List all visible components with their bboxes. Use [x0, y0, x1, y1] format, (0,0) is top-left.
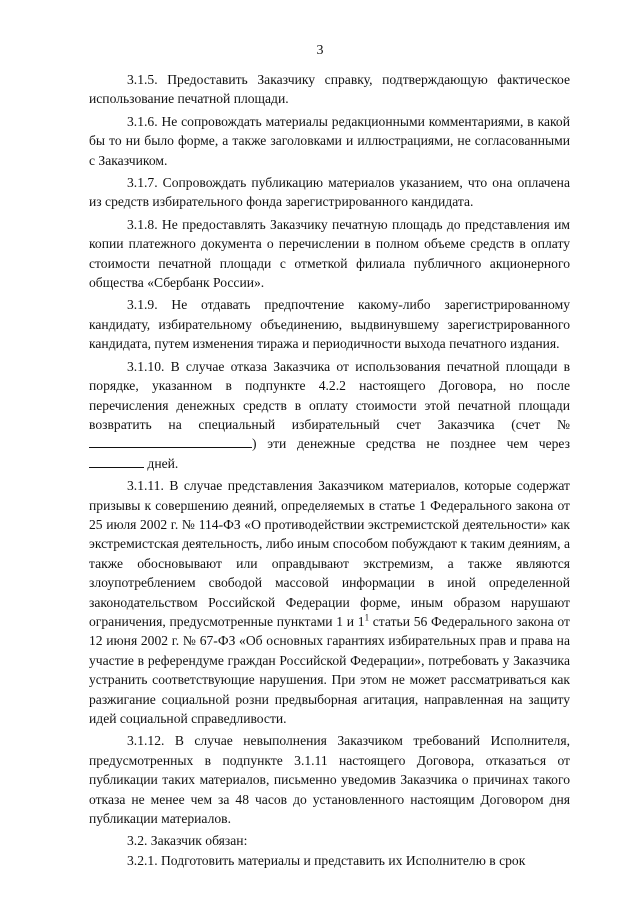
clause-3-1-6: 3.1.6. Не сопровождать материалы редакционными комментариями, в какой бы то ни было форме, а также заголовками и иллюстрациями, не согласованными с Заказчиком. [89, 113, 570, 168]
clause-3-1-7: 3.1.7. Сопровождать публикацию материалов указанием, что она оплачена из средств избирательного фонда зарегистрированного кандидата. [89, 175, 570, 210]
clause-3-1-5: 3.1.5. Предоставить Заказчику справку, подтверждающую фактическое использование печатной площади. [89, 72, 570, 107]
days-count-blank [89, 455, 144, 468]
clause-3-1-8: 3.1.8. Не предоставлять Заказчику печатную площадь до представления им копии платежного документа о перечислении в полном объеме средств в оплату стоимости печатной площади с отметкой филиала публичного акционерного общества «Сбербанк России». [89, 216, 570, 291]
clause-3-2-1: 3.2.1. Подготовить материалы и представить их Исполнителю в срок [127, 852, 526, 868]
page-number: 3 [316, 43, 324, 58]
clause-3-1-10-text-c: дней. [147, 455, 179, 471]
account-number-blank [89, 435, 252, 448]
clause-3-1-11-text-a: 3.1.11. В случае представления Заказчиком материалов, которые содержат призывы к совершению деяний, определяемых в статье 1 Федерального закона от 25 июля 2002 г. № 114-ФЗ «О противодействии экстремистской деятельности» как экстремистская деятельность, либо иным способом побуждают к таким деяниям, а также обосновывают или оправдывают экстремизм, а также являются злоупотреблением свободой массовой информации в иной определенной законодательством Российской Федерации форме, иным образом нарушают ограничения, предусмотренные пунктами 1 и 1 [89, 478, 570, 629]
clause-3-1-9: 3.1.9. Не отдавать предпочтение какому-либо зарегистрированному кандидату, избирательному объединению, выдвинувшему зарегистрированного кандидата, путем изменения тиража и периодичности выхода печатного издания. [89, 297, 570, 352]
clause-3-1-10-text-b: ) эти денежные средства не позднее чем через [252, 436, 570, 452]
clause-3-1-12: 3.1.12. В случае невыполнения Заказчиком требований Исполнителя, предусмотренных в подпункте 3.1.11 настоящего Договора, отказаться от публикации таких материалов, письменно уведомив Заказчика о причинах такого отказа не менее чем за 48 часов до установленного настоящим Договором дня публикации материалов. [89, 733, 570, 827]
clause-3-1-11-superscript: 1 [364, 612, 370, 623]
clause-3-1-11 [89, 476, 570, 728]
clause-3-1-10 [89, 357, 570, 473]
clause-3-1-11-text-b: статьи 56 Федерального закона от 12 июня 2002 г. № 67-ФЗ «Об основных гарантиях избирательных прав и права на участие в референдуме граждан Российской Федерации», потребовать у Заказчика устранить соответствующие нарушения. При этом не может рассматриваться как разжигание социальной розни предвыборная агитация, направленная на защиту идей социальной справедливости. [89, 613, 570, 726]
clause-3-1-10-text-a: 3.1.10. В случае отказа Заказчика от использования печатной площади в порядке, указанном в подпункте 4.2.2 настоящего Договора, но после перечисления денежных средств в оплату стоимости этой печатной площади возвратить на специальный избирательный счет Заказчика (счет № [89, 358, 570, 432]
document-body [89, 70, 570, 870]
clause-3-2: 3.2. Заказчик обязан: [127, 833, 248, 849]
